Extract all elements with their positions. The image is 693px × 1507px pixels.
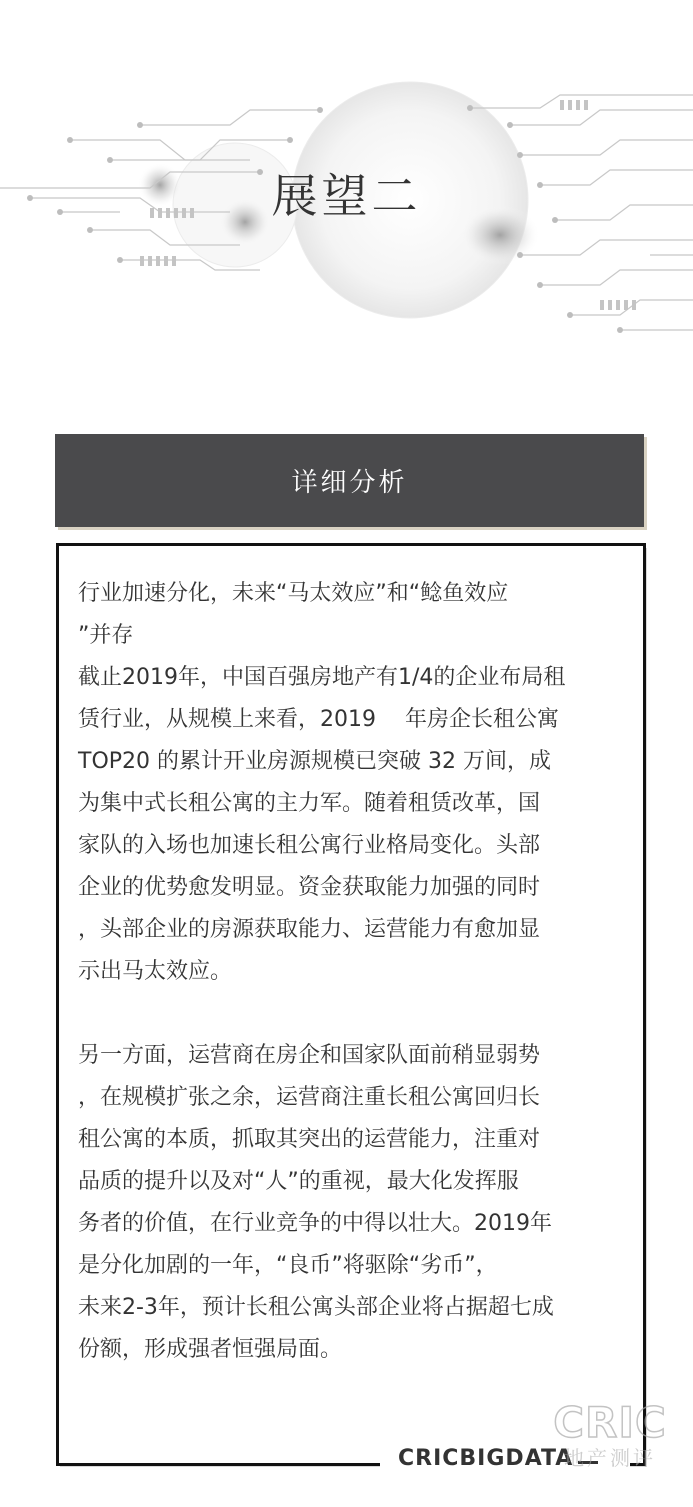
hero-title: 展望二 bbox=[271, 169, 422, 223]
hero-banner bbox=[0, 0, 693, 360]
section-header bbox=[55, 434, 644, 527]
section-title: 详细分析 bbox=[291, 468, 408, 498]
paragraph-market-differentiation: 行业加速分化，未来“马太效应”和“鲶鱼效应 ”并存 截止2019年，中国百强房地产有1/4的企业布局租 赁行业，从规模上来看，2019 年房企长租公寓 TOP20 的累计开业房源规模已突破 32 万间，成 为集中式长租公寓的主力军。随着租赁改革，国 家队的入场也加速长租公寓行业格局变化。头部 企业的优势愈发明显。资金获取能力加强的同时 ，头部企业的房源获取能力、运营能力有愈加显 示出马太效应。 bbox=[78, 581, 566, 984]
watermark-subtitle: 地产测评 bbox=[564, 1446, 656, 1470]
paragraph-operators: 另一方面，运营商在房企和国家队面前稍显弱势 ，在规模扩张之余，运营商注重长租公寓回归长 租公寓的本质，抓取其突出的运营能力，注重对 品质的提升以及对“人”的重视，最大化发挥服 务者的价值，在行业竞争的中得以壮大。2019年 是分化加剧的一年，“良币”将驱除“劣币”， 未来2-3年，预计长租公寓头部企业将占据超七成 份额，形成强者恒强局面。 bbox=[78, 1043, 554, 1362]
brand-label: CRICBIGDATA bbox=[398, 1446, 574, 1471]
paragraph-spacer bbox=[78, 993, 623, 1035]
article-body bbox=[78, 573, 623, 1371]
brand-dash bbox=[578, 1461, 598, 1464]
watermark-logo: CRIC bbox=[553, 1398, 667, 1447]
